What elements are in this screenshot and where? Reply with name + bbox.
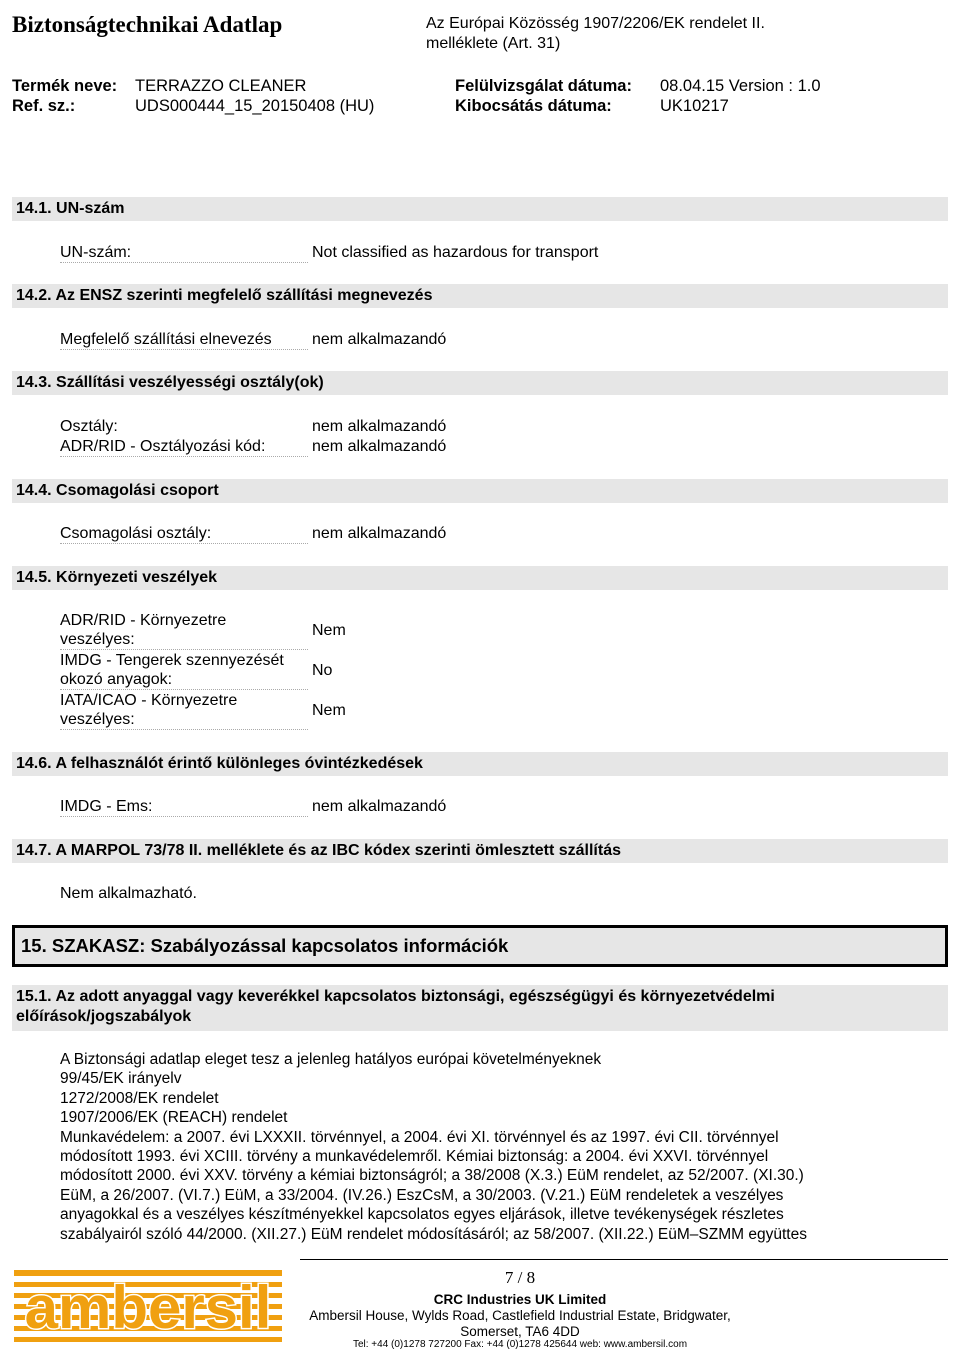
regulations-line: Munkavédelem: a 2007. évi LXXXII. törvénnyel, a 2004. évi XI. törvénnyel és az 1997. évi CII. törvénnyel bbox=[60, 1128, 779, 1146]
imdg-marine-pollutant-value: No bbox=[312, 662, 333, 679]
ref-value: UDS000444_15_20150408 (HU) bbox=[135, 97, 375, 115]
un-number-value: Not classified as hazardous for transport bbox=[312, 244, 599, 261]
packing-group-value: nem alkalmazandó bbox=[312, 525, 447, 542]
logo-text: ambersil bbox=[24, 1274, 272, 1341]
adr-env-hazard-label-line1: ADR/RID - Környezetre bbox=[60, 612, 227, 629]
section-14-7-heading: 14.7. A MARPOL 73/78 II. melléklete és az IBC kódex szerinti ömlesztett szállítás bbox=[12, 839, 948, 863]
ref-label: Ref. sz.: bbox=[12, 97, 76, 115]
revision-date-value: 08.04.15 Version : 1.0 bbox=[660, 77, 821, 95]
regulations-line: 1272/2008/EK rendelet bbox=[60, 1089, 219, 1107]
iata-env-hazard-label-line2: veszélyes: bbox=[60, 711, 135, 728]
address-line-2: Somerset, TA6 4DD bbox=[460, 1324, 580, 1339]
imdg-marine-pollutant-label bbox=[60, 651, 308, 690]
un-number-label: UN-szám: bbox=[60, 243, 308, 263]
contact-details: Tel: +44 (0)1278 727200 Fax: +44 (0)1278 425644 web: www.ambersil.com bbox=[352, 1339, 688, 1350]
company-name: CRC Industries UK Limited bbox=[433, 1292, 607, 1307]
section-14-1-heading: 14.1. UN-szám bbox=[12, 197, 948, 221]
class-label: Osztály: bbox=[60, 418, 118, 435]
regulations-line: módosított 2000. évi XXV. törvény a kémiai biztonságról; a 38/2008 (X.3.) EüM rendelet, az 52/2007. (XI.30.) bbox=[60, 1167, 804, 1185]
regulations-line: A Biztonsági adatlap eleget tesz a jelenleg hatályos európai követelményeknek bbox=[60, 1051, 602, 1068]
shipping-name-value: nem alkalmazandó bbox=[312, 331, 447, 348]
address-line-1: Ambersil House, Wylds Road, Castlefield Industrial Estate, Bridgwater, bbox=[309, 1308, 731, 1323]
ambersil-logo bbox=[14, 1262, 282, 1348]
shipping-name-label: Megfelelő szállítási elnevezés bbox=[60, 330, 308, 350]
section-15-1-heading-line1: 15.1. Az adott anyaggal vagy keverékkel kapcsolatos biztonsági, egészségügyi és környezetvédelmi bbox=[16, 988, 775, 1005]
iata-env-hazard-label bbox=[60, 691, 308, 730]
issue-date-label: Kibocsátás dátuma: bbox=[455, 97, 612, 115]
imdg-marine-pollutant-label-line2: okozó anyagok: bbox=[60, 671, 173, 688]
regulation-reference bbox=[426, 14, 846, 54]
revision-date-label: Felülvizsgálat dátuma: bbox=[455, 77, 632, 95]
section-14-6-heading: 14.6. A felhasználót érintő különleges óvintézkedések bbox=[12, 752, 948, 776]
section-14-4-heading: 14.4. Csomagolási csoport bbox=[12, 479, 948, 503]
regulations-line: anyagokkal és a veszélyes készítményekkel kapcsolatos egyes eljárások, illetve tevékenységek részletes bbox=[60, 1206, 784, 1224]
regulations-line: EüM, a 26/2007. (VI.7.) EüM, a 33/2004. (IV.26.) EszCsM, a 30/2003. (V.21.) EüM rendeletek a veszélyes bbox=[60, 1186, 784, 1204]
class-value: nem alkalmazandó bbox=[312, 418, 447, 435]
page-number: 7 / 8 bbox=[504, 1268, 536, 1287]
company-address bbox=[300, 1308, 740, 1340]
imdg-marine-pollutant-label-line1: IMDG - Tengerek szennyezését bbox=[60, 652, 284, 669]
regulations-line: 99/45/EK irányelv bbox=[60, 1070, 182, 1088]
footer-divider bbox=[300, 1259, 948, 1260]
adr-env-hazard-label bbox=[60, 611, 308, 650]
issue-date-value: UK10217 bbox=[660, 97, 729, 115]
document-title: Biztonságtechnikai Adatlap bbox=[12, 12, 283, 37]
regulations-text bbox=[60, 1050, 940, 1244]
adr-env-hazard-label-line2: veszélyes: bbox=[60, 631, 135, 648]
classification-code-label: ADR/RID - Osztályozási kód: bbox=[60, 437, 308, 457]
section-14-3-heading: 14.3. Szállítási veszélyességi osztály(ok) bbox=[12, 371, 948, 395]
regulations-line: módosított 1993. évi XCIII. törvény a munkavédelemről. Kémiai biztonság: a 2004. évi XXVI. törvénnyel bbox=[60, 1148, 769, 1166]
adr-env-hazard-value: Nem bbox=[312, 622, 346, 639]
regulation-line-1: Az Európai Közösség 1907/2206/EK rendelet II. bbox=[426, 15, 765, 32]
section-15-heading: 15. SZAKASZ: Szabályozással kapcsolatos információk bbox=[12, 925, 948, 967]
imdg-ems-value: nem alkalmazandó bbox=[312, 798, 447, 815]
section-15-1-heading bbox=[12, 985, 948, 1031]
section-14-5-heading: 14.5. Környezeti veszélyek bbox=[12, 566, 948, 590]
section-15-1-heading-line2: előírások/jogszabályok bbox=[16, 1008, 192, 1025]
regulations-line: szabályairól szóló 44/2000. (XII.27.) EüM rendelet módosításáról; az 58/2007. (XII.22.) EüM–SZMM együttes bbox=[60, 1225, 807, 1243]
imdg-ems-label: IMDG - Ems: bbox=[60, 797, 308, 817]
section-14-2-heading: 14.2. Az ENSZ szerinti megfelelő szállítási megnevezés bbox=[12, 284, 948, 308]
marpol-value: Nem alkalmazható. bbox=[60, 885, 197, 902]
regulations-line: 1907/2006/EK (REACH) rendelet bbox=[60, 1109, 288, 1127]
iata-env-hazard-label-line1: IATA/ICAO - Környezetre bbox=[60, 692, 238, 709]
classification-code-value: nem alkalmazandó bbox=[312, 438, 447, 455]
product-name-label: Termék neve: bbox=[12, 77, 118, 95]
regulation-line-2: melléklete (Art. 31) bbox=[426, 35, 561, 52]
iata-env-hazard-value: Nem bbox=[312, 702, 346, 719]
product-name-value: TERRAZZO CLEANER bbox=[135, 77, 307, 95]
packing-group-label: Csomagolási osztály: bbox=[60, 524, 308, 544]
